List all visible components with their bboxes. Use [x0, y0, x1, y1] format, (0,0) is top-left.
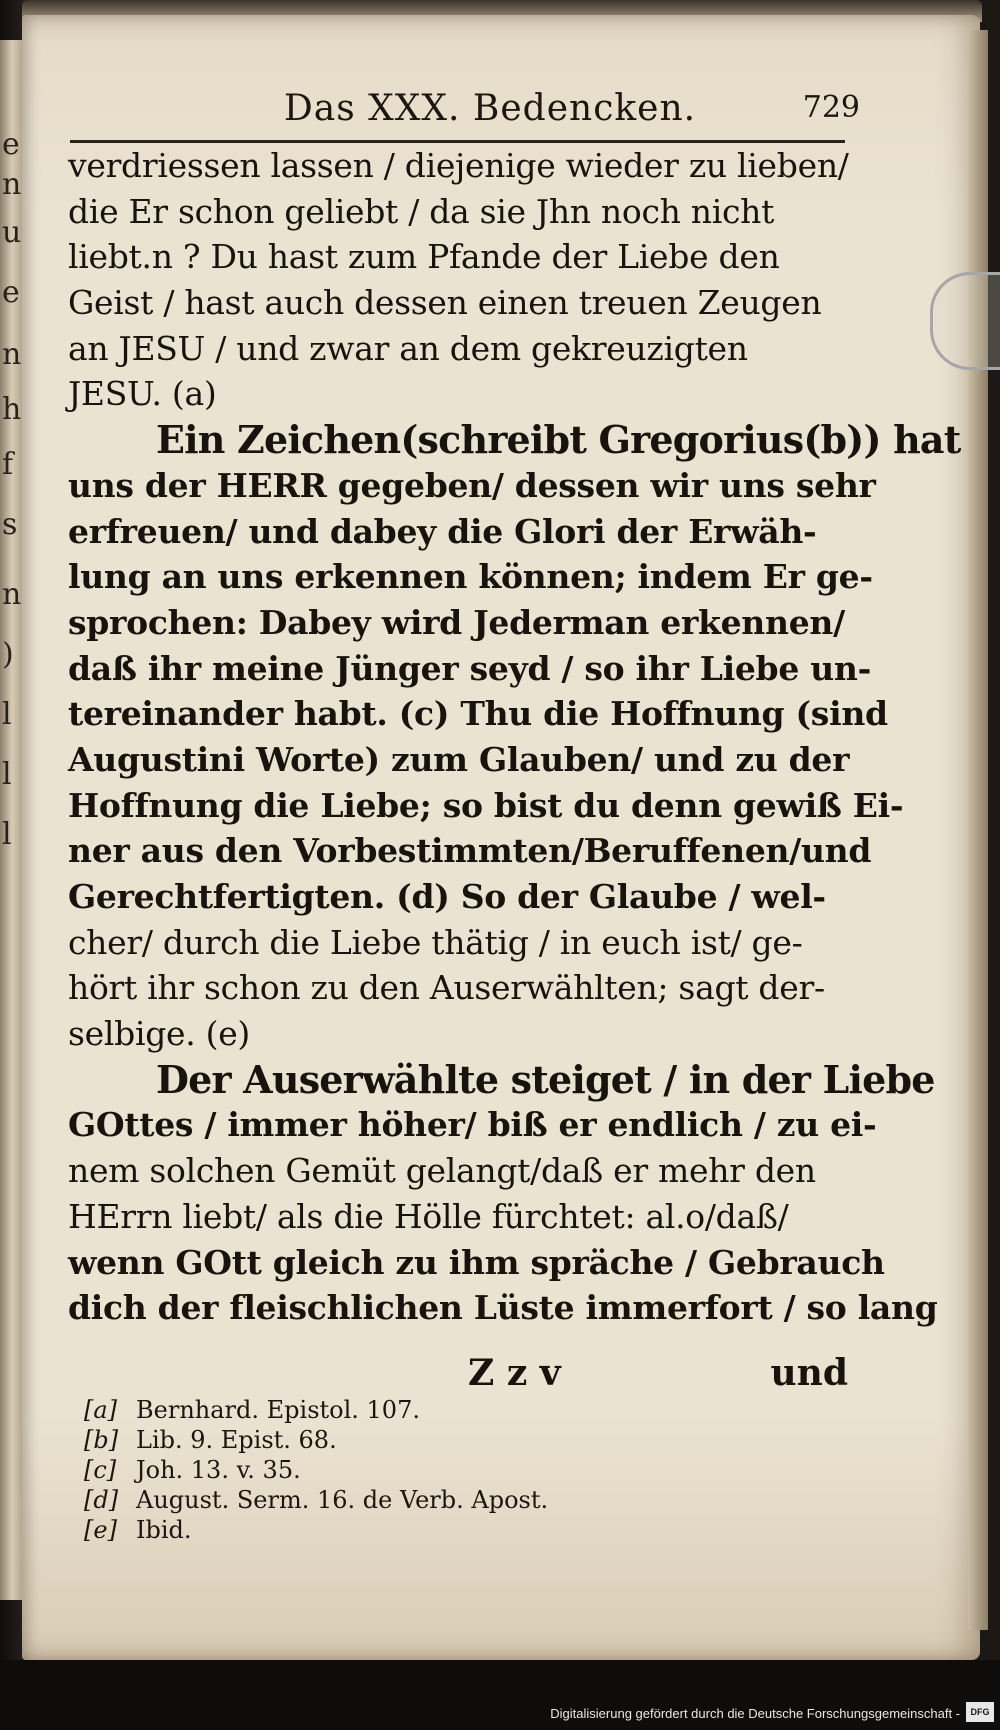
left-page-fragment-strip: [0, 40, 22, 1600]
footnote-mark: [b]: [84, 1426, 119, 1454]
left-fragment: s: [2, 507, 18, 542]
left-fragment: e: [2, 127, 20, 162]
footnotes: [84, 1395, 784, 1545]
text-line: hört ihr schon zu den Auserwählten; sagt der-: [68, 968, 825, 1008]
dfg-logo-icon: DFG: [966, 1702, 994, 1722]
footnote-mark: [e]: [84, 1516, 117, 1544]
footnote: [84, 1425, 784, 1455]
footnote-text: Lib. 9. Epist. 68.: [136, 1426, 337, 1454]
footnote-mark: [a]: [84, 1396, 118, 1424]
left-fragment: n: [2, 577, 22, 612]
text-line: Ein Zeichen(schreibt Gregorius(b)) hat: [156, 417, 961, 463]
page-header: [70, 88, 860, 140]
page-number: 729: [802, 90, 860, 125]
catchword: und: [770, 1352, 848, 1394]
left-fragment: ): [2, 637, 14, 672]
text-line: cher/ durch die Liebe thätig / in euch ist/ ge-: [68, 922, 803, 962]
body-text: [68, 143, 961, 1331]
left-fragment: l: [2, 697, 12, 732]
footnote: [84, 1515, 784, 1545]
page-tab-marker: [930, 272, 1000, 370]
text-line: HErrn liebt/ als die Hölle fürchtet: al.o/daß/: [68, 1196, 789, 1236]
text-line: uns der HERR gegeben/ dessen wir uns sehr: [68, 465, 876, 505]
digitization-credit: Digitalisierung gefördert durch die Deutsche Forschungsgemeinschaft -: [550, 1706, 960, 1721]
footnote-mark: [c]: [84, 1456, 117, 1484]
left-fragment: u: [2, 215, 22, 250]
left-fragment: l: [2, 817, 12, 852]
text-line: GOttes / immer höher/ biß er endlich / zu ei-: [68, 1105, 877, 1145]
footnote-text: August. Serm. 16. de Verb. Apost.: [136, 1486, 549, 1514]
text-line: ner aus den Vorbestimmten/Beruffenen/und: [68, 831, 872, 871]
text-line: verdriessen lassen / diejenige wieder zu lieben/: [68, 146, 849, 185]
left-fragment: l: [2, 757, 12, 792]
running-head: Das XXX. Bedencken.: [283, 88, 697, 129]
text-line: Gerechtfertigten. (d) So der Glaube / wel-: [68, 877, 826, 916]
footnote: [84, 1455, 784, 1485]
text-line: lung an uns erkennen können; indem Er ge-: [68, 557, 873, 597]
text-line: nem solchen Gemüt gelangt/daß er mehr den: [68, 1151, 816, 1191]
text-line: tereinander habt. (c) Thu die Hoffnung (sind: [68, 694, 888, 734]
footnote-text: Joh. 13. v. 35.: [136, 1456, 301, 1484]
footnote-mark: [d]: [84, 1486, 119, 1514]
text-line: an JESU / und zwar an dem gekreuzigten: [68, 328, 748, 368]
text-line: erfreuen/ und dabey die Glori der Erwäh-: [68, 511, 817, 551]
footnote-text: Bernhard. Epistol. 107.: [136, 1396, 420, 1424]
text-line: sprochen: Dabey wird Jederman erkennen/: [68, 602, 845, 642]
left-fragment: f: [2, 447, 14, 482]
footnote-text: Ibid.: [136, 1516, 192, 1544]
text-line: selbige. (e): [68, 1014, 251, 1054]
text-line: JESU. (a): [68, 374, 217, 414]
signature-catchword-line: [68, 1352, 848, 1398]
footnote: [84, 1485, 784, 1515]
left-fragment: n: [2, 337, 22, 372]
text-line: die Er schon geliebt / da sie Jhn noch nicht: [68, 191, 775, 231]
text-line: wenn GOtt gleich zu ihm spräche / Gebrauch: [68, 1242, 885, 1282]
text-line: daß ihr meine Jünger seyd / so ihr Liebe un-: [68, 648, 872, 688]
text-line: liebt.n ? Du hast zum Pfande der Liebe den: [68, 237, 780, 277]
text-line: Hoffnung die Liebe; so bist du denn gewiß Ei-: [68, 785, 904, 825]
signature-mark: Z z v: [468, 1352, 561, 1394]
left-fragment: e: [2, 275, 20, 310]
text-line: Der Auserwählte steiget / in der Liebe: [156, 1056, 935, 1102]
footnote: [84, 1395, 784, 1425]
text-line: dich der fleischlichen Lüste immerfort / so lang: [68, 1288, 938, 1328]
text-line: Geist / hast auch dessen einen treuen Zeugen: [68, 283, 822, 323]
left-fragment: h: [2, 392, 22, 427]
page-right-edge: [968, 30, 988, 1630]
text-line: Augustini Worte) zum Glauben/ und zu der: [68, 739, 850, 779]
left-fragment: n: [2, 167, 22, 202]
